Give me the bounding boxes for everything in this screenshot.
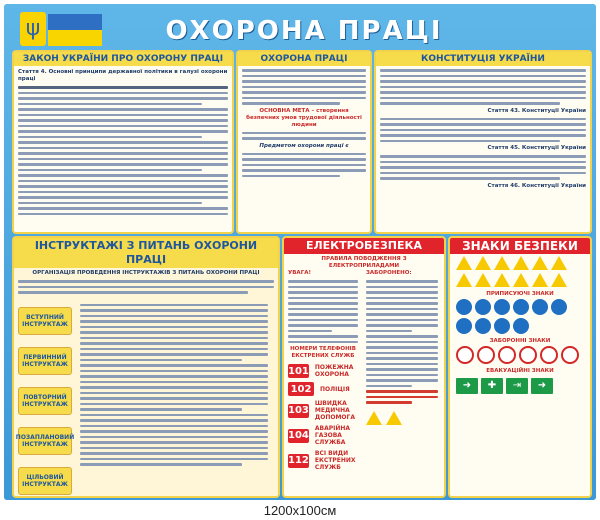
warning-sign-icon xyxy=(494,256,510,270)
prohibition-sign-icon xyxy=(561,346,579,364)
warning-sign-icon xyxy=(475,256,491,270)
warning-sign-icon xyxy=(494,273,510,287)
electro-subheading: ПРАВИЛА ПОВОДЖЕННЯ З ЕЛЕКТРОПРИЛАДАМИ xyxy=(321,256,407,269)
constitution-panel xyxy=(374,50,592,234)
phone-row: 112 ВСІ ВИДИ ЕКСТРЕНИХ СЛУЖБ xyxy=(288,450,356,471)
ohorona-main-goal: ОСНОВНА МЕТА – створення безпечних умов трудової діяльності людини xyxy=(246,107,362,128)
warning-signs xyxy=(450,254,590,289)
warning-sign-icon xyxy=(551,273,567,287)
instruction-type-unscheduled: ПОЗАПЛАНОВИЙ ІНСТРУКТАЖ xyxy=(18,427,72,455)
ohorona-text xyxy=(238,69,370,105)
high-voltage-sign-icon xyxy=(366,411,382,425)
ohorona-subject: Предметом охорони праці є xyxy=(259,142,349,149)
constitution-ref-45: Стаття 45. Конституції України xyxy=(487,145,586,151)
instruction-type-primary: ПЕРВИННИЙ ІНСТРУКТАЖ xyxy=(18,347,72,375)
ukraine-flag-icon xyxy=(48,14,102,46)
mandatory-sign-icon xyxy=(513,299,529,315)
instructions-panel xyxy=(12,236,280,498)
electric-shock-sign-icon xyxy=(386,411,402,425)
constitution-ref-46: Стаття 46. Конституції України xyxy=(487,182,586,189)
prohibitive-signs xyxy=(450,344,590,366)
mandatory-sign-icon xyxy=(456,299,472,315)
prohibition-sign-icon xyxy=(540,346,558,364)
mandatory-sign-icon xyxy=(494,299,510,315)
warning-sign-icon xyxy=(551,256,567,270)
warning-sign-icon xyxy=(513,273,529,287)
ohorona-panel xyxy=(236,50,372,234)
electro-forbidden: ЗАБОРОНЕНО: xyxy=(366,270,412,276)
instruction-type-introductory: ВСТУПНИЙ ІНСТРУКТАЖ xyxy=(18,307,72,335)
warning-sign-icon xyxy=(513,256,529,270)
mandatory-sign-icon xyxy=(513,318,529,334)
prescriptive-signs-title: ПРИПИСУЮЧІ ЗНАКИ xyxy=(486,291,554,297)
electro-left-col xyxy=(284,270,362,475)
mandatory-sign-icon xyxy=(532,299,548,315)
constitution-heading: КОНСТИТУЦІЯ УКРАЇНИ xyxy=(376,52,590,66)
mandatory-sign-icon xyxy=(551,299,567,315)
phones-title: НОМЕРИ ТЕЛЕФОНІВ ЕКСТРЕНИХ СЛУЖБ xyxy=(290,346,356,359)
prohibition-sign-icon xyxy=(519,346,537,364)
warning-sign-icon xyxy=(475,273,491,287)
instruction-type-repeated: ПОВТОРНИЙ ІНСТРУКТАЖ xyxy=(18,387,72,415)
instructions-text xyxy=(76,301,272,469)
phone-row: 102 ПОЛІЦІЯ xyxy=(288,382,358,396)
exit-arrow-icon: ➜ xyxy=(456,378,478,394)
phone-row: 101 ПОЖЕЖНА ОХОРОНА xyxy=(288,364,354,378)
prohibition-sign-icon xyxy=(477,346,495,364)
warning-sign-icon xyxy=(532,256,548,270)
prohibitive-signs-title: ЗАБОРОННІ ЗНАКИ xyxy=(489,338,551,344)
coat-of-arms-icon: ψ xyxy=(20,12,46,46)
warning-sign-icon xyxy=(456,273,472,287)
mandatory-sign-icon xyxy=(456,318,472,334)
instruction-type-targeted: ЦІЛЬОВИЙ ІНСТРУКТАЖ xyxy=(18,467,72,495)
mandatory-sign-icon xyxy=(494,318,510,334)
page-title: ОХОРОНА ПРАЦІ xyxy=(165,16,443,46)
signs-heading: ЗНАКИ БЕЗПЕКИ xyxy=(450,238,590,254)
law-panel xyxy=(12,50,234,234)
electro-warning: УВАГА! xyxy=(288,270,311,276)
warning-sign-icon xyxy=(532,273,548,287)
warning-sign-icon xyxy=(456,256,472,270)
phone-row: 103 ШВИДКА МЕДИЧНА ДОПОМОГА xyxy=(288,400,355,421)
constitution-text xyxy=(376,69,590,190)
emergency-exit-icon: ✚ xyxy=(481,378,503,394)
instructions-heading: ІНСТРУКТАЖІ З ПИТАНЬ ОХОРОНИ ПРАЦІ xyxy=(14,238,278,268)
electro-heading: ЕЛЕКТРОБЕЗПЕКА xyxy=(284,238,444,254)
electro-right-col xyxy=(362,270,442,475)
evacuation-signs-title: ЕВАКУАЦІЙНІ ЗНАКИ xyxy=(486,368,554,374)
law-heading: ЗАКОН УКРАЇНИ ПРО ОХОРОНУ ПРАЦІ xyxy=(14,52,232,66)
phone-row: 104 АВАРІЙНА ГАЗОВА СЛУЖБА xyxy=(288,425,351,446)
instruction-types xyxy=(14,297,278,497)
mandatory-sign-icon xyxy=(475,318,491,334)
mandatory-sign-icon xyxy=(475,299,491,315)
prohibition-sign-icon xyxy=(498,346,516,364)
electro-panel xyxy=(282,236,446,498)
signs-panel xyxy=(448,236,592,498)
law-text xyxy=(14,86,232,215)
stand-board xyxy=(4,4,596,500)
electro-warning-icons xyxy=(362,407,442,429)
ohorona-heading: ОХОРОНА ПРАЦІ xyxy=(238,52,370,66)
prohibition-sign-icon xyxy=(456,346,474,364)
prescriptive-signs xyxy=(450,297,590,336)
stand-size-caption: 1200х100см xyxy=(263,503,337,518)
running-person-exit-icon: ⇥ xyxy=(506,378,528,394)
instructions-subheading: ОРГАНІЗАЦІЯ ПРОВЕДЕННЯ ІНСТРУКТАЖІВ З ПИТАНЬ ОХОРОНИ ПРАЦІ xyxy=(32,270,260,276)
exit-arrow-icon: ➜ xyxy=(531,378,553,394)
law-article: Стаття 4. Основні принципи державної політики в галузі охорони праці xyxy=(18,69,228,82)
constitution-ref-43: Стаття 43. Конституції України xyxy=(487,107,586,114)
evacuation-signs xyxy=(450,376,590,396)
